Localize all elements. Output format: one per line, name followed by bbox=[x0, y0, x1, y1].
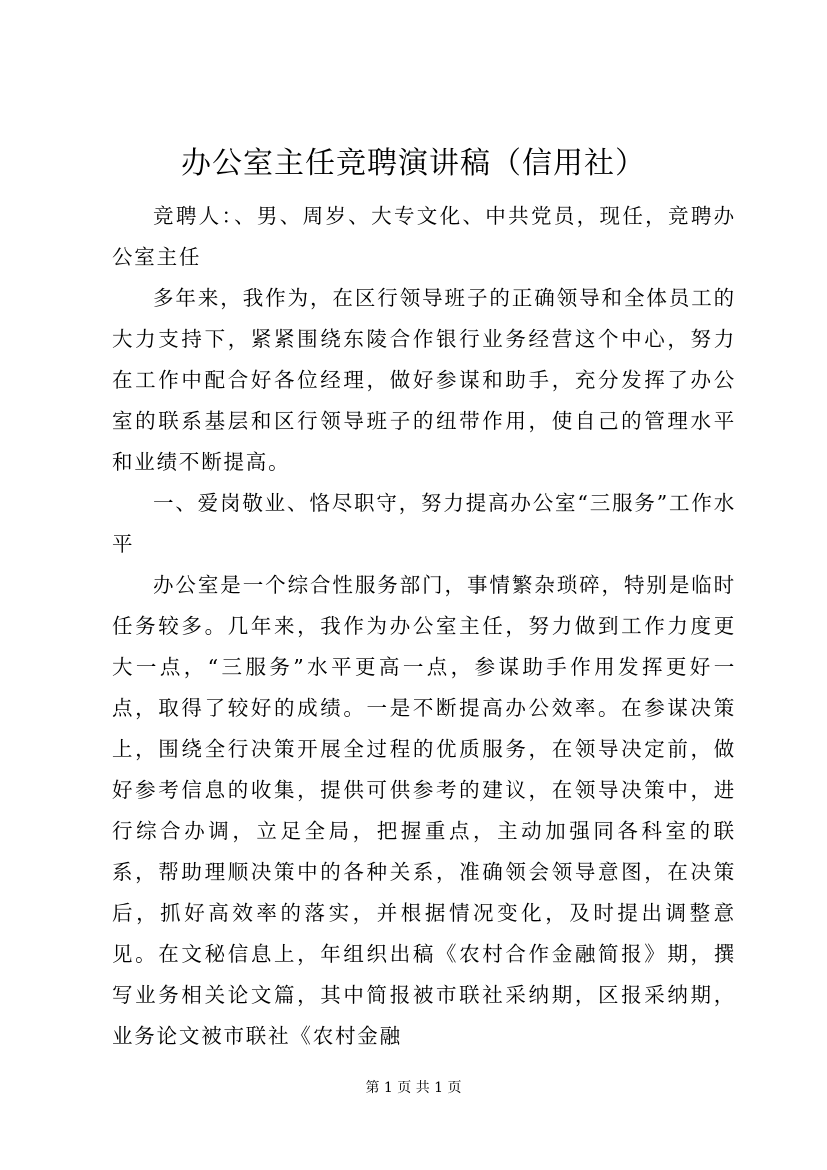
document-body bbox=[112, 196, 736, 1057]
paragraph: 多年来，我作为，在区行领导班子的正确领导和全体员工的大力支持下，紧紧围绕东陵合作银行业务经营这个中心，努力在工作中配合好各位经理，做好参谋和助手，充分发挥了办公室的联系基层和区行领导班子的纽带作用，使自己的管理水平和业绩不断提高。 bbox=[112, 286, 736, 474]
document-title: 办公室主任竞聘演讲稿（信用社） bbox=[181, 146, 646, 181]
section-heading: 一、爱岗敬业、恪尽职守，努力提高办公室“三服务”工作水平 bbox=[112, 491, 736, 556]
paragraph: 办公室是一个综合性服务部门，事情繁杂琐碎，特别是临时任务较多。几年来，我作为办公室主任，努力做到工作力度更大一点，“三服务”水平更高一点，参谋助手作用发挥更好一点，取得了较好的成绩。一是不断提高办公效率。在参谋决策上，围绕全行决策开展全过程的优质服务，在领导决定前，做好参考信息的收集，提供可供参考的建议，在领导决策中，进行综合办调，立足全局，把握重点，主动加强同各科室的联系，帮助理顺决策中的各种关系，准确领会领导意图，在决策后，抓好高效率的落实，并根据情况变化，及时提出调整意见。在文秘信息上，年组织出稿《农村合作金融简报》期，撰写业务相关论文篇，其中简报被市联社采纳期，区报采纳期，业务论文被市联社《农村金融 bbox=[112, 573, 736, 1048]
page-footer: 第 1 页 共 1 页 bbox=[365, 1080, 462, 1096]
paragraph: 竞聘人：、男、周岁、大专文化、中共党员，现任，竞聘办公室主任 bbox=[112, 204, 736, 269]
